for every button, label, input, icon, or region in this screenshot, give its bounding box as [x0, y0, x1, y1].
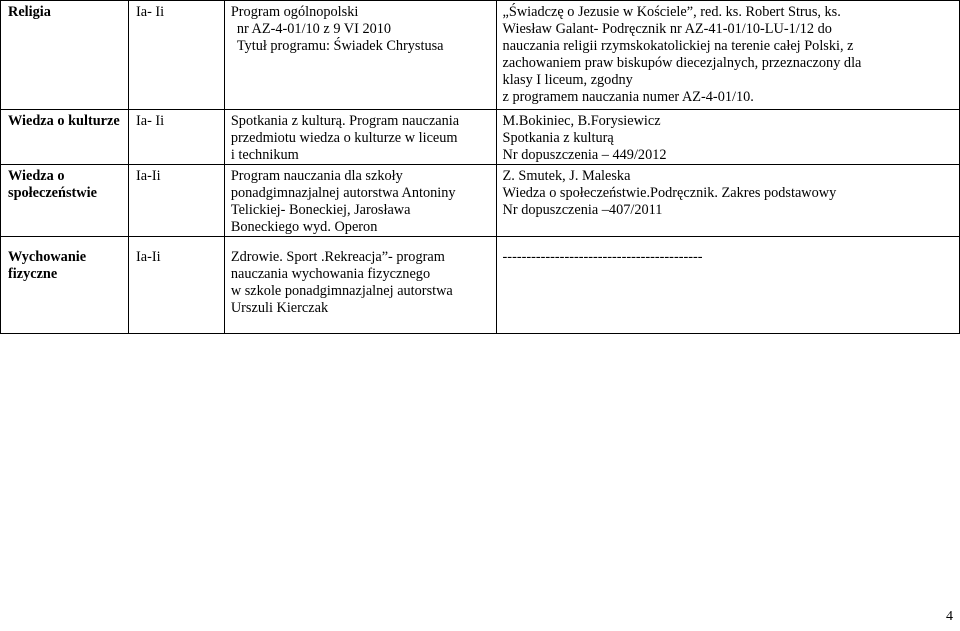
textbook-cell	[496, 165, 959, 237]
program-cell	[224, 110, 496, 165]
program-cell	[224, 237, 496, 334]
textbook-cell	[496, 1, 959, 110]
program-line: przedmiotu wiedza o kulturze w liceum	[230, 130, 458, 146]
program-line: w szkole ponadgimnazjalnej autorstwa	[230, 283, 453, 299]
subject-name: społeczeństwie	[8, 185, 97, 201]
textbook-line: Wiesław Galant- Podręcznik nr AZ-41-01/10-LU-1/12 do	[502, 21, 832, 37]
program-cell	[224, 165, 496, 237]
subject-cell	[1, 110, 129, 165]
subject-cell	[1, 1, 129, 110]
program-line: Tytuł programu: Świadek Chrystusa	[236, 38, 444, 54]
textbook-line: zachowaniem praw biskupów diecezjalnych, przeznaczony dla	[502, 55, 862, 71]
class-cell	[128, 110, 224, 165]
table-row	[1, 237, 960, 334]
program-line: Telickiej- Boneckiej, Jarosława	[230, 202, 411, 218]
program-line: i technikum	[230, 147, 299, 163]
program-line: Boneckiego wyd. Operon	[230, 219, 378, 235]
table-row	[1, 110, 960, 165]
class-label: Ia- Ii	[135, 4, 165, 20]
class-label: Ia-Ii	[135, 168, 161, 184]
textbook-line: Z. Smutek, J. Maleska	[502, 168, 631, 184]
subject-name: Wiedza o	[8, 168, 65, 184]
class-cell	[128, 237, 224, 334]
textbook-line: „Świadczę o Jezusie w Kościele”, red. ks. Robert Strus, ks.	[502, 4, 841, 20]
class-cell	[128, 1, 224, 110]
textbook-cell	[496, 110, 959, 165]
table-row	[1, 165, 960, 237]
program-line: Program ogólnopolski	[230, 4, 359, 20]
class-cell	[128, 165, 224, 237]
class-label: Ia-Ii	[135, 249, 161, 265]
textbook-line: Spotkania z kulturą	[502, 130, 614, 146]
class-label: Ia- Ii	[135, 113, 165, 129]
table-row	[1, 1, 960, 110]
textbook-line: Nr dopuszczenia –407/2011	[502, 202, 663, 218]
page-number: 4	[946, 609, 953, 624]
subject-cell	[1, 237, 129, 334]
subject-name: fizyczne	[8, 266, 58, 282]
textbook-line: Nr dopuszczenia – 449/2012	[502, 147, 667, 163]
program-line: Urszuli Kierczak	[230, 300, 329, 316]
program-line: nr AZ-4-01/10 z 9 VI 2010	[236, 21, 392, 37]
program-cell	[224, 1, 496, 110]
program-line: Program nauczania dla szkoły	[230, 168, 403, 184]
subject-name: Religia	[8, 4, 51, 20]
subject-name: Wiedza o kulturze	[8, 113, 120, 129]
textbook-line: M.Bokiniec, B.Forysiewicz	[502, 113, 661, 129]
subject-cell	[1, 165, 129, 237]
program-line: nauczania wychowania fizycznego	[230, 266, 431, 282]
program-line: Spotkania z kulturą. Program nauczania	[230, 113, 460, 129]
program-line: Zdrowie. Sport .Rekreacja”- program	[230, 249, 445, 265]
subject-name: Wychowanie	[8, 249, 87, 265]
textbook-line: klasy I liceum, zgodny	[502, 72, 633, 88]
textbook-line: z programem nauczania numer AZ-4-01/10.	[502, 89, 754, 105]
textbook-line: ------------------------------------------	[502, 249, 703, 265]
program-line: ponadgimnazjalnej autorstwa Antoniny	[230, 185, 456, 201]
textbook-cell	[496, 237, 959, 334]
textbook-line: Wiedza o społeczeństwie.Podręcznik. Zakres podstawowy	[502, 185, 837, 201]
textbook-line: nauczania religii rzymskokatolickiej na terenie całej Polski, z	[502, 38, 854, 54]
